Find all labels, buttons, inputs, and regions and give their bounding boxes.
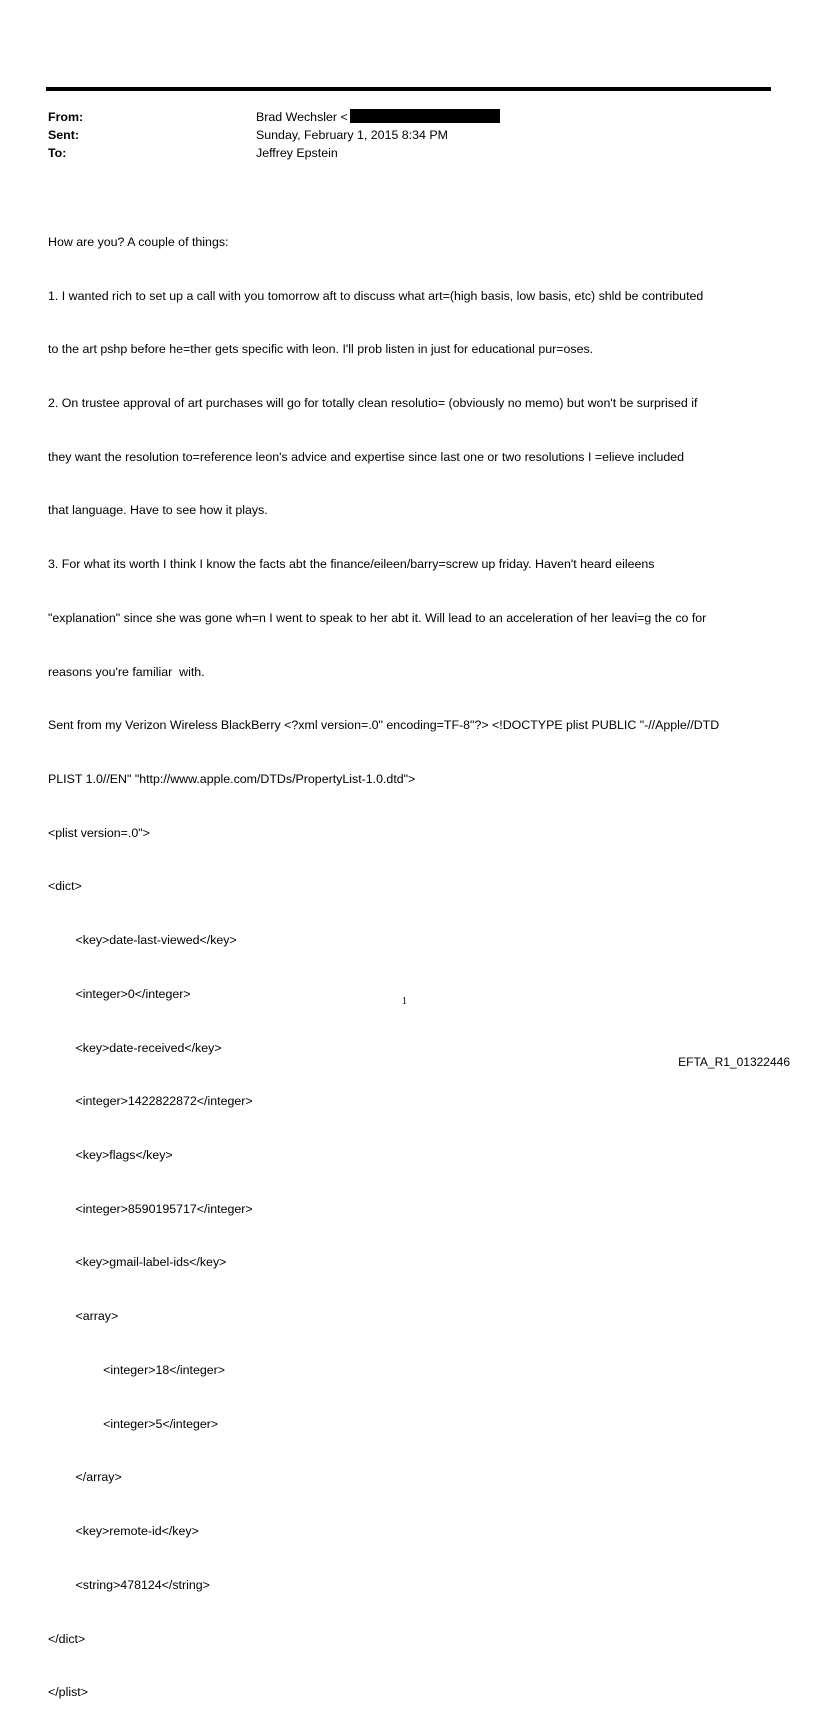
body-line: <string>478124</string> [48,1577,210,1592]
from-value [256,108,500,126]
body-line: Sent from my Verizon Wireless BlackBerry <?xml version=.0" encoding=TF-8"?> <!DOCTYPE plist PUBLIC "-//Apple//DTD [48,718,720,733]
to-value: Jeffrey Epstein [256,146,338,160]
body-line: 2. On trustee approval of art purchases will go for totally clean resolutio= (obviously no memo) but won't be surprised if [48,395,698,410]
body-line: to the art pshp before he=ther gets specific with leon. I'll prob listen in just for educational pur=oses. [48,342,594,357]
body-line: <plist version=.0"> [48,825,150,840]
body-line: 3. For what its worth I think I know the facts abt the finance/eileen/barry=screw up friday. Haven't heard eileens [48,557,655,572]
from-sender: Brad Wechsler < [256,110,348,124]
email-body [48,198,770,1720]
body-line: 1. I wanted rich to set up a call with you tomorrow aft to discuss what art=(high basis, low basis, etc) shld be contributed [48,288,704,303]
body-line: reasons you're familiar with. [48,664,205,679]
body-line: </dict> [48,1631,86,1646]
body-line: <dict> [48,879,82,894]
body-line: <integer>0</integer> [48,986,191,1001]
bates-number: EFTA_R1_01322446 [678,1055,790,1069]
from-label: From: [48,110,84,124]
body-line: <integer>8590195717</integer> [48,1201,253,1216]
body-line: </plist> [48,1685,88,1700]
body-line: they want the resolution to=reference leon's advice and expertise since last one or two resolutions I =elieve included [48,449,685,464]
body-line: <key>date-received</key> [48,1040,222,1055]
body-line: PLIST 1.0//EN" "http://www.apple.com/DTDs/PropertyList-1.0.dtd"> [48,772,416,786]
body-line: <key>flags</key> [48,1148,173,1163]
body-line: <key>date-last-viewed</key> [48,933,237,948]
body-line: that language. Have to see how it plays. [48,503,268,518]
header-rule [46,87,771,91]
body-line: <key>remote-id</key> [48,1524,199,1539]
body-line: <key>gmail-label-ids</key> [48,1255,227,1270]
sent-value: Sunday, February 1, 2015 8:34 PM [256,128,448,142]
page-number: 1 [402,996,407,1007]
body-line: How are you? A couple of things: [48,234,229,249]
body-line: <integer>1422822872</integer> [48,1094,253,1109]
body-line: "explanation" since she was gone wh=n I went to speak to her abt it. Will lead to an acceleration of her leavi=g the co for [48,610,707,625]
body-line: <array> [48,1309,119,1324]
body-line: </array> [48,1470,122,1485]
sent-label: Sent: [48,128,79,142]
body-line: <integer>5</integer> [48,1416,219,1431]
to-label: To: [48,146,67,160]
body-line: <integer>18</integer> [48,1362,226,1377]
redaction-block [350,109,500,123]
